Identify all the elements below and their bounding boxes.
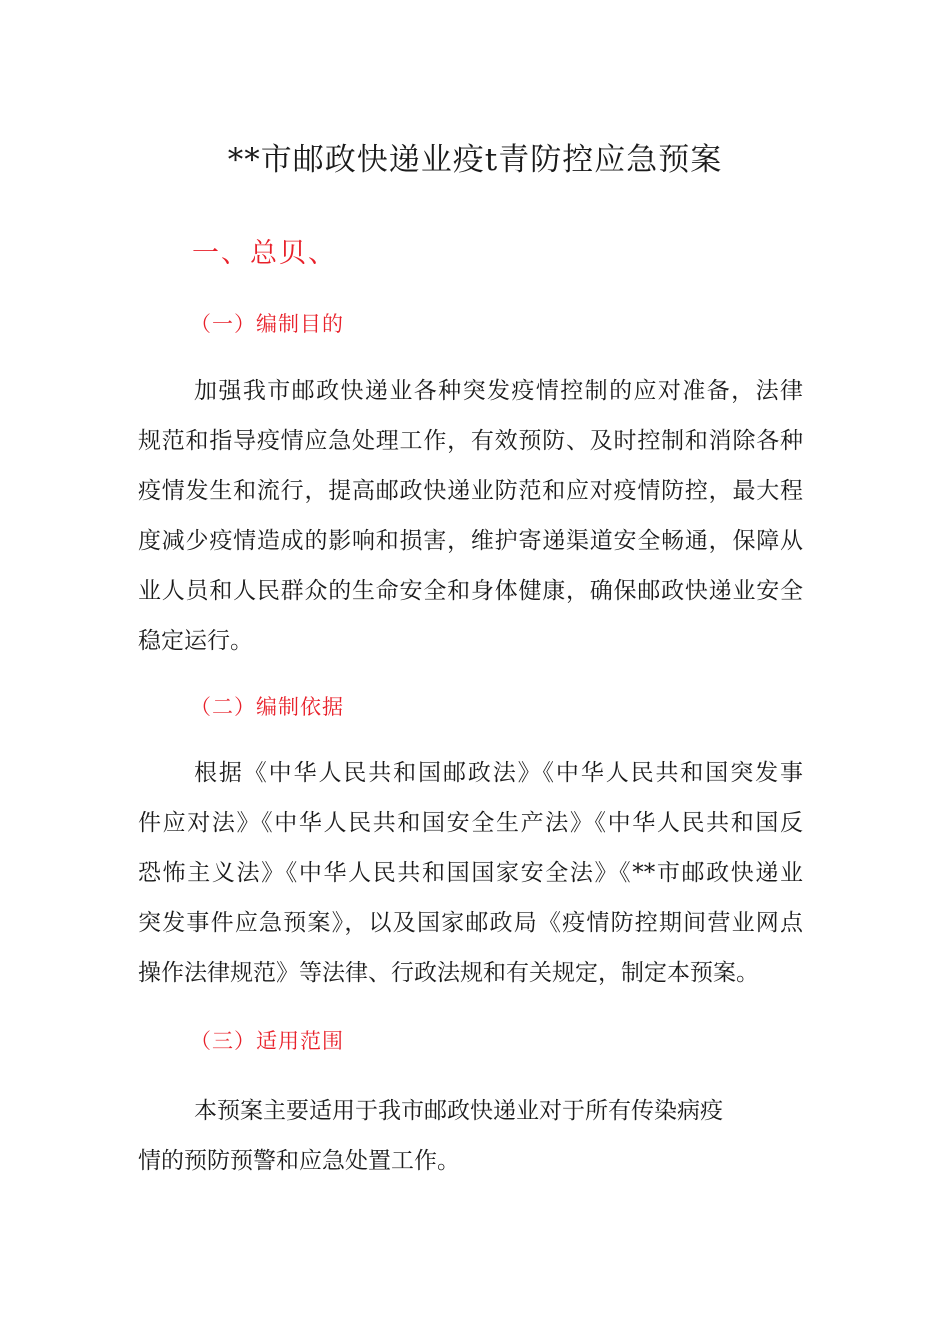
- paragraph-line: 情的预防预警和应急处置工作。: [138, 1148, 460, 1174]
- section-heading-general: 一、总贝、: [192, 238, 337, 269]
- paragraph-line: 恐怖主义法》《中华人民共和国国家安全法》《**市邮政快递业: [138, 860, 803, 886]
- document-title: **市邮政快递业疫t青防控应急预案: [227, 142, 723, 178]
- paragraph-line: 规范和指导疫情应急处理工作，有效预防、及时控制和消除各种: [138, 428, 803, 454]
- subsection-heading-purpose: （一）编制目的: [190, 312, 344, 336]
- paragraph-scope: [138, 1086, 803, 1186]
- subsection-heading-basis: （二）编制依据: [190, 695, 344, 719]
- paragraph-line: 度减少疫情造成的影响和损害，维护寄递渠道安全畅通，保障从: [138, 528, 803, 554]
- paragraph-line: 疫情发生和流行，提高邮政快递业防范和应对疫情防控，最大程: [138, 478, 803, 504]
- paragraph-line: 突发事件应急预案》，以及国家邮政局《疫情防控期间营业网点: [138, 910, 803, 936]
- paragraph-line: 根据《中华人民共和国邮政法》《中华人民共和国突发事: [194, 760, 803, 786]
- paragraph-basis: [138, 748, 803, 998]
- paragraph-line: 加强我市邮政快递业各种突发疫情控制的应对准备，法律: [194, 378, 803, 404]
- subsection-heading-scope: （三）适用范围: [190, 1029, 344, 1053]
- paragraph-purpose: [138, 366, 803, 666]
- paragraph-line: 业人员和人民群众的生命安全和身体健康，确保邮政快递业安全: [138, 578, 803, 604]
- paragraph-line: 操作法律规范》等法律、行政法规和有关规定，制定本预案。: [138, 960, 759, 986]
- paragraph-line: 稳定运行。: [138, 628, 253, 654]
- paragraph-line: 本预案主要适用于我市邮政快递业对于所有传染病疫: [194, 1098, 723, 1124]
- paragraph-line: 件应对法》《中华人民共和国安全生产法》《中华人民共和国反: [138, 810, 803, 836]
